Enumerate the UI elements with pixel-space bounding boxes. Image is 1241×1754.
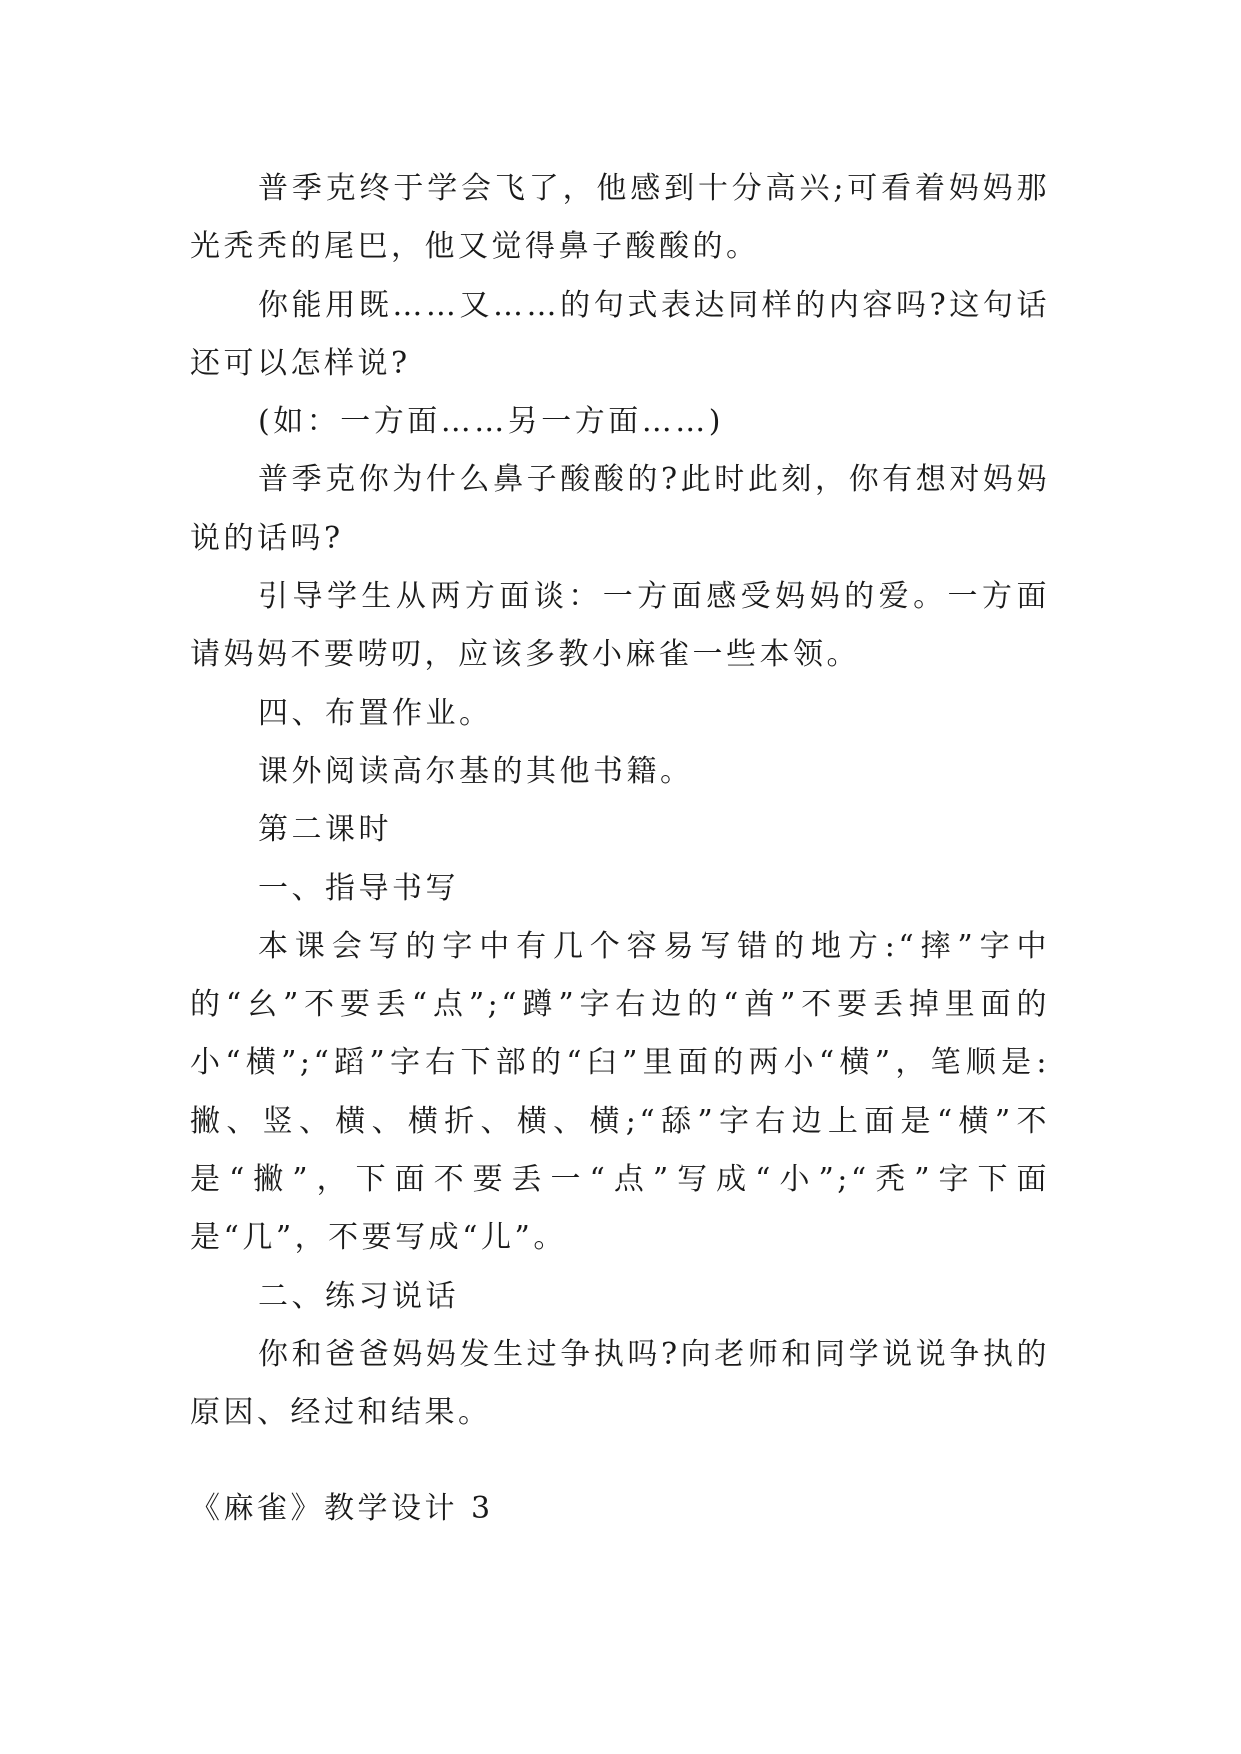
document-body: [190, 160, 1050, 1443]
section-title: 《麻雀》教学设计 3: [190, 1491, 494, 1526]
heading-second-lesson: 第二课时: [258, 812, 392, 848]
heading-writing-guidance: 一、指导书写: [258, 870, 459, 906]
paragraph-homework: 课外阅读高尔基的其他书籍。: [258, 753, 694, 789]
paragraph-flying: 普季克终于学会飞了，他感到十分高兴;可看着妈妈那光秃秃的尾巴，他又觉得鼻子酸酸的。: [190, 171, 1050, 265]
heading-homework: 四、布置作业。: [258, 695, 493, 731]
paragraph-question-nose: 普季克你为什么鼻子酸酸的?此时此刻，你有想对妈妈说的话吗?: [190, 462, 1050, 556]
heading-speaking-practice: 二、练习说话: [258, 1278, 459, 1314]
paragraph-speaking-prompt: 你和爸爸妈妈发生过争执吗?向老师和同学说说争执的原因、经过和结果。: [190, 1336, 1050, 1431]
paragraph-example: (如：一方面……另一方面……): [258, 404, 724, 440]
paragraph-writing-notes: 本课会写的字中有几个容易写错的地方:“摔”字中的“幺”不要丢“点”;“蹲”字右边的“酋”不要丢掉里面的小“横”;“蹈”字右下部的“臼”里面的两小“横”，笔顺是:撇、竖、横、横折、横、横;“舔”字右边上面是“横”不是“撇”，下面不要丢一“点”写成“小”;“秃”字下面是“几”，不要写成“儿”。: [190, 928, 1050, 1256]
paragraph-guidance: 引导学生从两方面谈：一方面感受妈妈的爱。一方面请妈妈不要唠叨，应该多教小麻雀一些本领。: [190, 579, 1050, 673]
paragraph-question-sentence-pattern: 你能用既……又……的句式表达同样的内容吗?这句话还可以怎样说?: [190, 287, 1050, 381]
